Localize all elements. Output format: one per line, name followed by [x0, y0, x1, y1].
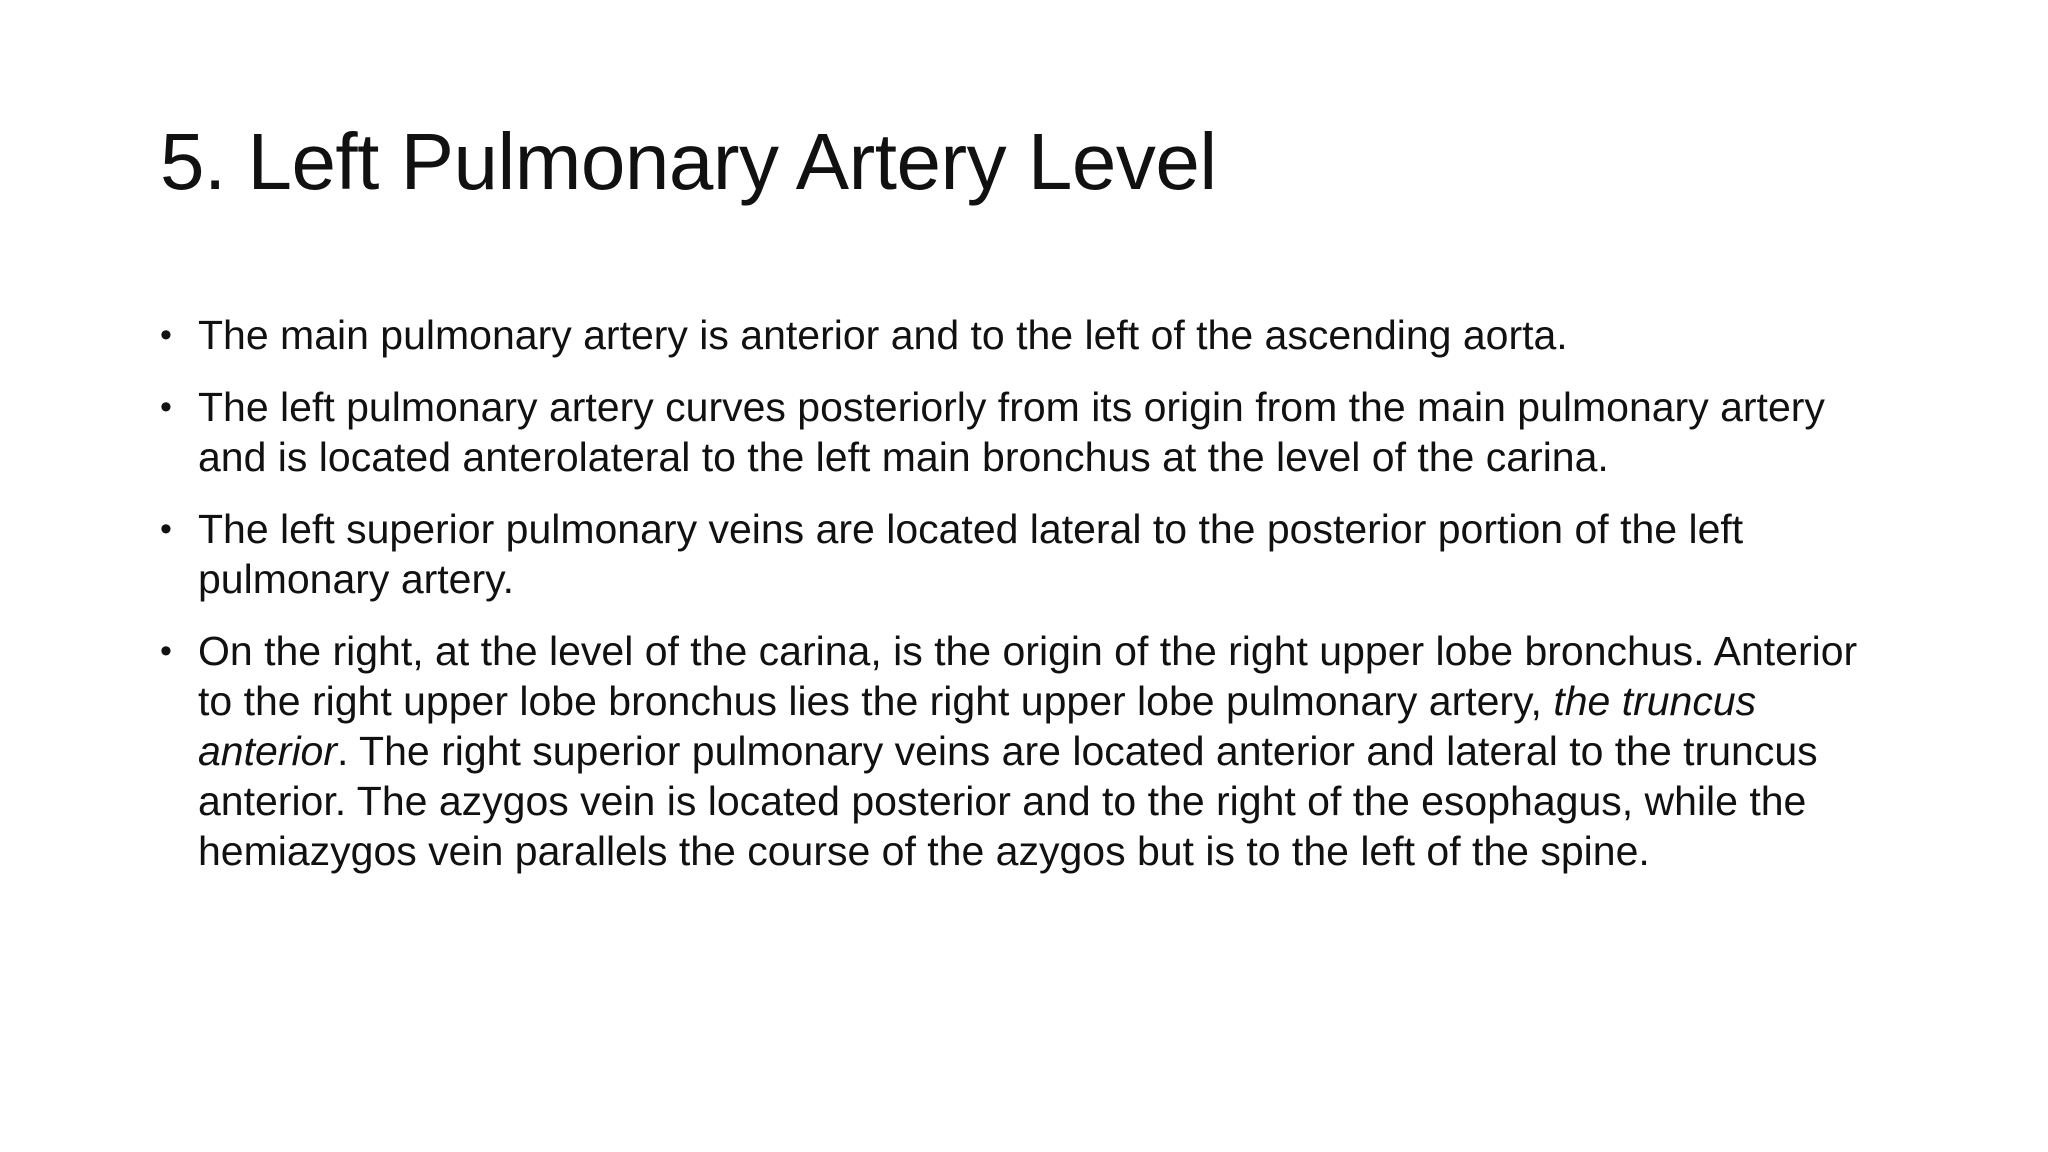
bullet-item-main-pulmonary-artery — [160, 310, 1890, 360]
bullet-list — [160, 310, 1890, 898]
bullet-item-left-superior-pulmonary-veins — [160, 504, 1890, 604]
bullet-icon: • — [160, 316, 172, 354]
slide-title: 5. Left Pulmonary Artery Level — [160, 117, 1217, 206]
bullet-icon: • — [160, 388, 172, 426]
bullet-text: The left superior pulmonary veins are located lateral to the posterior portion of the left pulmonary artery. — [198, 506, 1744, 602]
bullet-icon: • — [160, 510, 172, 548]
bullet-icon: • — [160, 632, 172, 670]
bullet-text-italic: the truncus anterior — [198, 678, 1757, 774]
bullet-text: The left pulmonary artery curves posteriorly from its origin from the main pulmonary artery and is located anterolateral to the left main bronchus at the level of the carina. — [198, 384, 1825, 480]
bullet-text-end: . The right superior pulmonary veins are located anterior and lateral to the truncus anterior. The azygos vein is located posterior and to the right of the esophagus, while the hemiazygos vein parallels the course of the azygos but is to the left of the spine. — [198, 728, 1818, 874]
bullet-text: The main pulmonary artery is anterior and to the left of the ascending aorta. — [198, 312, 1568, 358]
bullet-item-left-pulmonary-artery — [160, 382, 1890, 482]
bullet-text-start: On the right, at the level of the carina, is the origin of the right upper lobe bronchus. Anterior to the right upper lobe bronchus lies the right upper lobe pulmonary artery, — [198, 628, 1858, 724]
bullet-item-right-upper-lobe — [160, 626, 1890, 876]
